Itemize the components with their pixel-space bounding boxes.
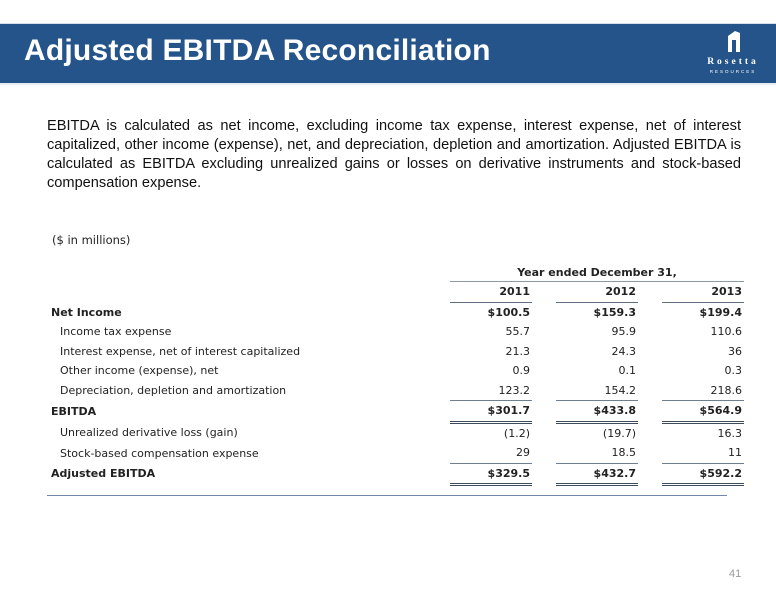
- year-header: 2012: [556, 282, 638, 303]
- row-value: $159.3: [593, 305, 636, 319]
- row-label: EBITDA: [51, 404, 97, 418]
- row-value: (1.2): [503, 426, 530, 440]
- row-value: 21.3: [505, 344, 530, 358]
- table-row: [47, 443, 744, 463]
- row-value: $564.9: [662, 401, 744, 423]
- row-value: $433.8: [556, 401, 638, 423]
- table-row: [47, 302, 744, 322]
- table-row: [47, 401, 744, 423]
- page-title: Adjusted EBITDA Reconciliation: [24, 34, 491, 67]
- row-value: 0.1: [618, 364, 636, 378]
- row-label: Depreciation, depletion and amortization: [60, 384, 287, 397]
- logo-subtitle: RESOURCES: [709, 69, 757, 74]
- row-value: 16.3: [717, 426, 742, 440]
- row-label: Unrealized derivative loss (gain): [60, 426, 238, 439]
- company-logo: [698, 30, 768, 76]
- row-label: Net Income: [51, 305, 122, 319]
- table-row: [47, 422, 744, 443]
- row-label: Stock-based compensation expense: [60, 446, 259, 460]
- row-value: (19.7): [602, 426, 636, 440]
- row-value: 55.7: [505, 325, 530, 339]
- table-bottom-rule: [47, 495, 727, 496]
- row-value: 11: [662, 443, 744, 463]
- row-value: 18.5: [556, 443, 638, 463]
- table-row: [47, 342, 744, 362]
- year-header: 2013: [662, 282, 744, 303]
- rosetta-building-icon: [726, 30, 742, 52]
- row-value: $301.7: [450, 401, 532, 423]
- intro-paragraph: EBITDA is calculated as net income, excluding income tax expense, interest expense, net of interest capitalized, other income (expense), net, and depreciation, depletion and amortization. Adjusted EBITDA is calculated as EBITDA excluding unrealized gains or losses on derivative instruments and stock-based compensation expense.: [47, 118, 741, 191]
- row-value: 218.6: [662, 381, 744, 401]
- table-row: [47, 463, 744, 485]
- row-value: $199.4: [699, 305, 742, 319]
- title-banner: [0, 23, 776, 85]
- row-value: 36: [728, 344, 742, 358]
- reconciliation-table: [47, 263, 744, 486]
- row-label: Income tax expense: [60, 325, 172, 339]
- row-label: Other income (expense), net: [60, 364, 219, 378]
- row-value: 123.2: [450, 381, 532, 401]
- row-value: 154.2: [556, 381, 638, 401]
- table-header-years-row: [47, 282, 744, 303]
- table-row: [47, 381, 744, 401]
- row-value: 24.3: [611, 344, 636, 358]
- row-value: $592.2: [662, 463, 744, 485]
- table-row: [47, 361, 744, 381]
- row-label: Adjusted EBITDA: [51, 467, 156, 481]
- year-header: 2011: [450, 282, 532, 303]
- row-value: 0.9: [512, 364, 530, 378]
- row-label: Interest expense, net of interest capitalized: [60, 344, 301, 358]
- period-header: Year ended December 31,: [450, 263, 744, 282]
- logo-name: Rosetta: [707, 57, 759, 67]
- row-value: 110.6: [710, 325, 742, 339]
- page-number: 41: [729, 568, 742, 580]
- row-value: $329.5: [450, 463, 532, 485]
- row-value: $100.5: [487, 305, 530, 319]
- row-value: 0.3: [724, 364, 742, 378]
- row-value: 29: [450, 443, 532, 463]
- units-note: ($ in millions): [52, 233, 131, 247]
- row-value: $432.7: [556, 463, 638, 485]
- table-row: [47, 322, 744, 342]
- table-header-group-row: [47, 263, 744, 282]
- row-value: 95.9: [611, 325, 636, 339]
